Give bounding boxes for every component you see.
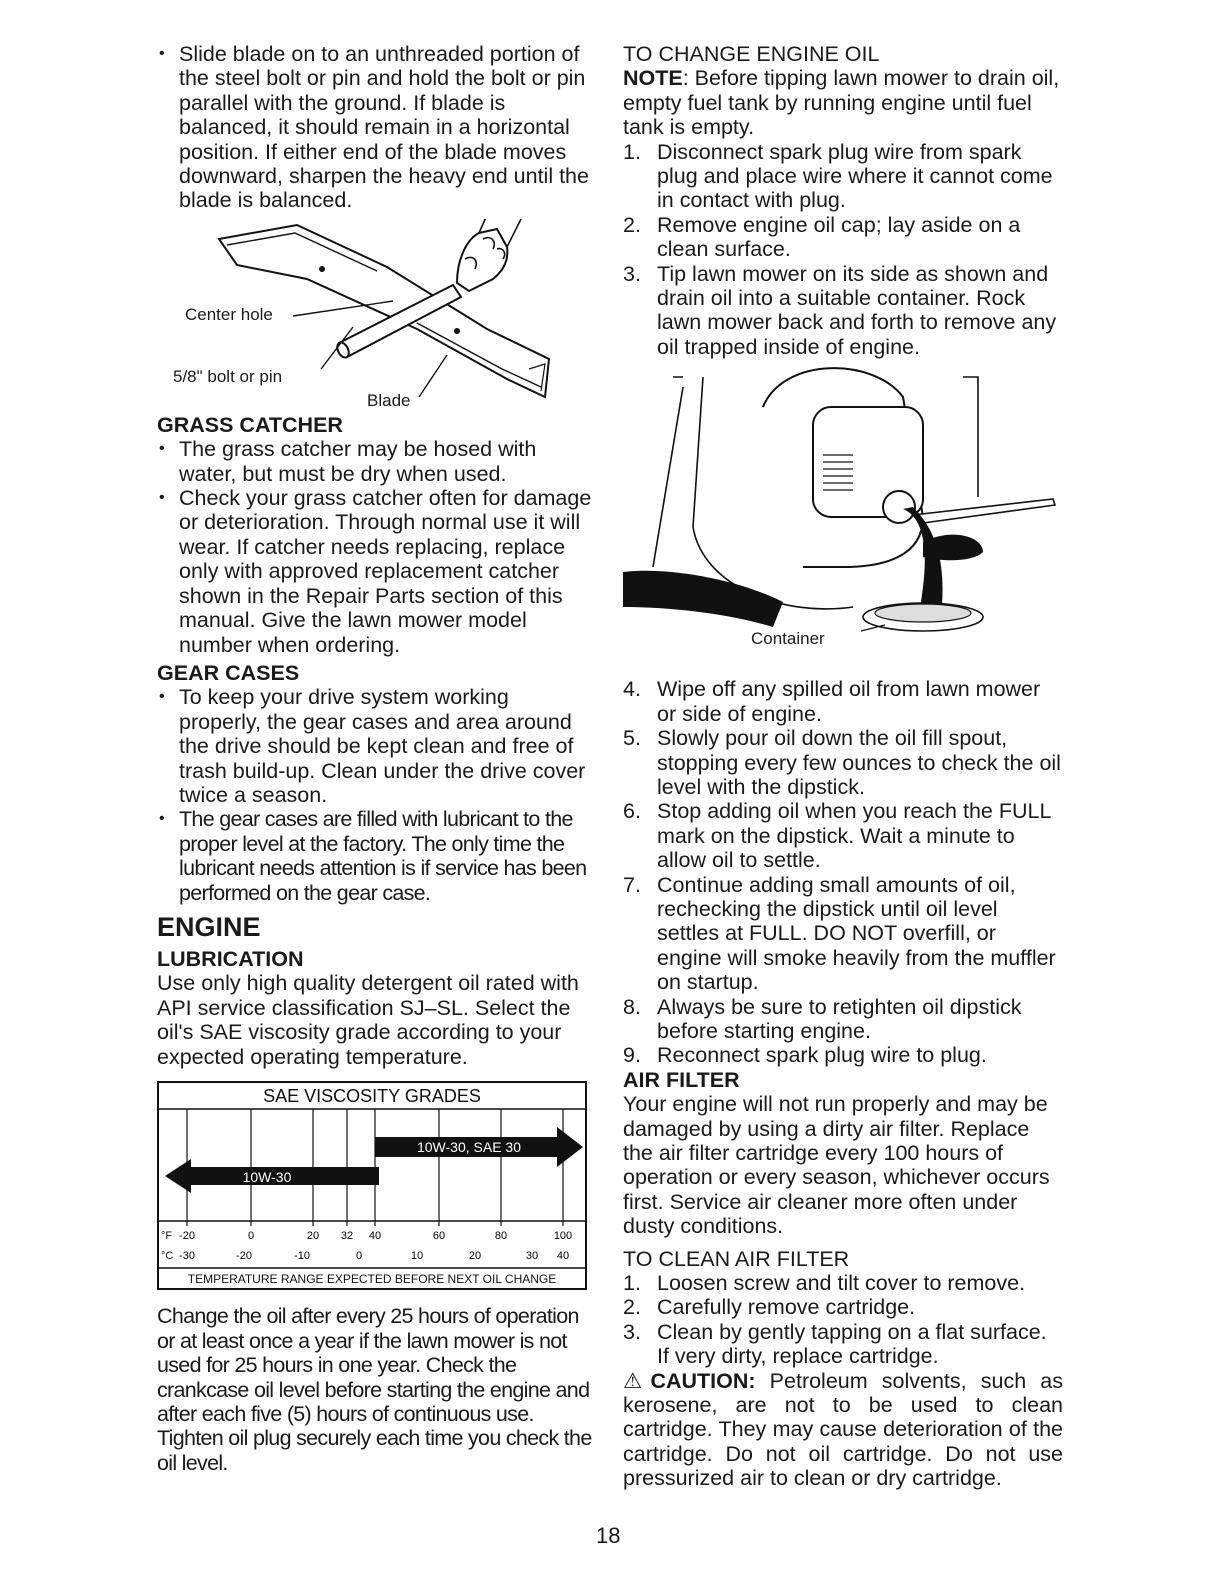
fahrenheit-unit: °F [161,1230,173,1242]
caution-text: Petroleum solvents, such as kerosene, are not to be used to clean cartridge. They may cause deterioration of the cartridge. Do not oil cartridge. Do not use pressurized air to clean or dry cartridge. [623,1368,1063,1491]
step-text: Stop adding oil when you reach the FULL mark on the dipstick. Wait a minute to allow oil to settle. [657,799,1051,873]
oil-steps-4-9 [623,677,1063,1068]
bolt-label: 5/8" bolt or pin [173,366,283,386]
blade-balance-list [157,42,593,213]
gear-cases-heading: GEAR CASES [157,660,300,685]
step-number: 3. [623,1319,641,1344]
right-column [623,42,1063,1491]
caution-label [623,1369,756,1393]
note-label: NOTE [623,66,683,91]
oil-steps-1-3 [623,140,1063,360]
celsius-tick: -10 [294,1250,310,1262]
step-item [623,799,1063,872]
step-item [623,213,1063,262]
step-text: Reconnect spark plug wire to plug. [657,1043,987,1068]
blade-balance-bullet: • Slide blade on to an unthreaded portion of the steel bolt or pin and hold the bolt or pin parallel with the ground. If blade is balanced, it should remain in a horizontal position. If either end of the blade moves downward, sharpen the heavy end until the blade is balanced. [157,42,593,213]
celsius-tick: -30 [179,1250,195,1262]
fahrenheit-tick: -20 [179,1230,195,1242]
step-item [623,873,1063,995]
air-filter-heading: AIR FILTER [623,1067,740,1092]
gear-cases-bullet-1: • To keep your drive system working properly, the gear cases and area around the drive should be kept clean and free of trash build-up. Clean under the drive cover twice a season. [157,685,593,807]
change-oil-heading: TO CHANGE ENGINE OIL [623,42,880,66]
arrow-10w30-label: 10W-30 [242,1169,292,1185]
viscosity-chart [157,1081,593,1296]
celsius-tick: 30 [525,1250,539,1262]
celsius-tick: 40 [556,1250,570,1262]
step-item [623,995,1063,1044]
tipped-mower-figure [623,367,1063,667]
container-label: Container [751,629,825,649]
fahrenheit-tick: 0 [247,1230,255,1242]
caution-paragraph [623,1369,1063,1491]
celsius-tick: 0 [355,1250,363,1262]
grass-catcher-bullet-2: • Check your grass catcher often for damage or deterioration. Through normal use it will wear. If catcher needs replacing, replace only with approved replacement catcher shown in the Repair Parts section of this manual. Give the lawn mower model number when ordering. [157,486,593,657]
step-item [623,677,1063,726]
page-number: 18 [596,1523,621,1548]
step-item [623,1295,1063,1319]
warning-triangle-icon: ⚠ [623,1368,651,1393]
note-text: : Before tipping lawn mower to drain oil, empty fuel tank by running engine until fuel tank is empty. [623,66,1060,140]
step-text: Slowly pour oil down the oil fill spout, stopping every few ounces to check the oil level with the dipstick. [657,726,1061,799]
grass-catcher-list [157,437,593,657]
celsius-tick: 10 [410,1250,424,1262]
celsius-tick: 20 [468,1250,482,1262]
step-number: 1. [623,139,641,164]
step-text: Loosen screw and tilt cover to remove. [657,1271,1026,1296]
step-number: 8. [623,994,641,1019]
grass-catcher-bullet-1: • The grass catcher may be hosed with water, but must be dry when used. [157,437,593,486]
step-number: 5. [623,726,641,751]
fahrenheit-tick: 32 [340,1230,354,1242]
step-text: Always be sure to retighten oil dipstick before starting engine. [657,994,1022,1043]
celsius-unit: °C [161,1250,174,1262]
fahrenheit-tick: 40 [368,1230,382,1242]
step-item [623,1043,1063,1067]
step-text: Carefully remove cartridge. [657,1295,916,1320]
step-number: 6. [623,799,641,824]
step-item [623,262,1063,360]
gear-cases-list [157,685,593,905]
step-number: 9. [623,1043,641,1068]
step-text: Disconnect spark plug wire from spark plug and place wire where it cannot come in contact with plug. [657,139,1053,213]
step-number: 4. [623,677,641,702]
step-text: Clean by gently tapping on a flat surface. If very dirty, replace cartridge. [657,1319,1047,1369]
air-filter-steps [623,1271,1063,1369]
step-number: 2. [623,1295,641,1320]
step-number: 7. [623,872,641,897]
tipped-mower-illustration [623,367,1063,667]
oil-change-text: Change the oil after every 25 hours of operation or at least once a year if the lawn mower is not used for 25 hours in one year. Check the crankcase oil level before starting the engine and after each five (5) hours of continuous use. Tighten oil plug securely each time you check the oil level. [157,1304,592,1475]
center-hole-label: Center hole [185,304,273,324]
viscosity-chart-svg [157,1081,587,1291]
step-item [623,140,1063,213]
celsius-tick: -20 [236,1250,252,1262]
chart-title: SAE VISCOSITY GRADES [263,1086,481,1106]
step-text: Tip lawn mower on its side as shown and drain oil into a suitable container. Rock lawn mower back and forth to remove any oil trapped inside of engine. [657,261,1057,359]
fahrenheit-tick: 60 [432,1230,446,1242]
air-filter-text: Your engine will not run properly and may be damaged by using a dirty air filter. Replace the air filter cartridge every 100 hours of operation or every season, whichever occurs first. Service air cleaner more often under dusty conditions. [623,1092,1050,1239]
chart-footer: TEMPERATURE RANGE EXPECTED BEFORE NEXT OIL CHANGE [187,1272,557,1286]
engine-heading: ENGINE [157,911,261,942]
step-item [623,726,1063,799]
note-paragraph [623,66,1063,139]
fahrenheit-tick: 20 [306,1230,320,1242]
grass-catcher-heading: GRASS CATCHER [157,412,343,437]
clean-air-filter-heading: TO CLEAN AIR FILTER [623,1246,850,1271]
step-number: 2. [623,212,641,237]
step-text: Continue adding small amounts of oil, rechecking the dipstick until oil level settles at FULL. DO NOT overfill, or engine will smoke heavily from the muffler on startup. [657,872,1056,995]
step-number: 3. [623,261,641,286]
blade-balance-figure [157,219,593,409]
step-item [623,1320,1063,1369]
gear-cases-bullet-2: • The gear cases are filled with lubricant to the proper level at the factory. The only time the lubricant needs attention is if service has been performed on the gear case. [157,807,593,905]
lubrication-text: Use only high quality detergent oil rated with API service classification SJ–SL. Select the oil's SAE viscosity grade according to your expected operating temperature. [157,971,579,1069]
step-number: 1. [623,1271,641,1296]
fahrenheit-tick: 80 [494,1230,508,1242]
caution-label-text: CAUTION: [650,1368,756,1393]
arrow-10w30-sae30-label: 10W-30, SAE 30 [416,1139,522,1155]
step-text: Wipe off any spilled oil from lawn mower or side of engine. [657,677,1041,726]
step-item [623,1271,1063,1295]
step-text: Remove engine oil cap; lay aside on a clean surface. [657,212,1021,262]
blade-label: Blade [367,390,411,410]
lubrication-heading: LUBRICATION [157,946,304,971]
fahrenheit-tick: 100 [553,1230,573,1242]
left-column [157,42,593,1475]
